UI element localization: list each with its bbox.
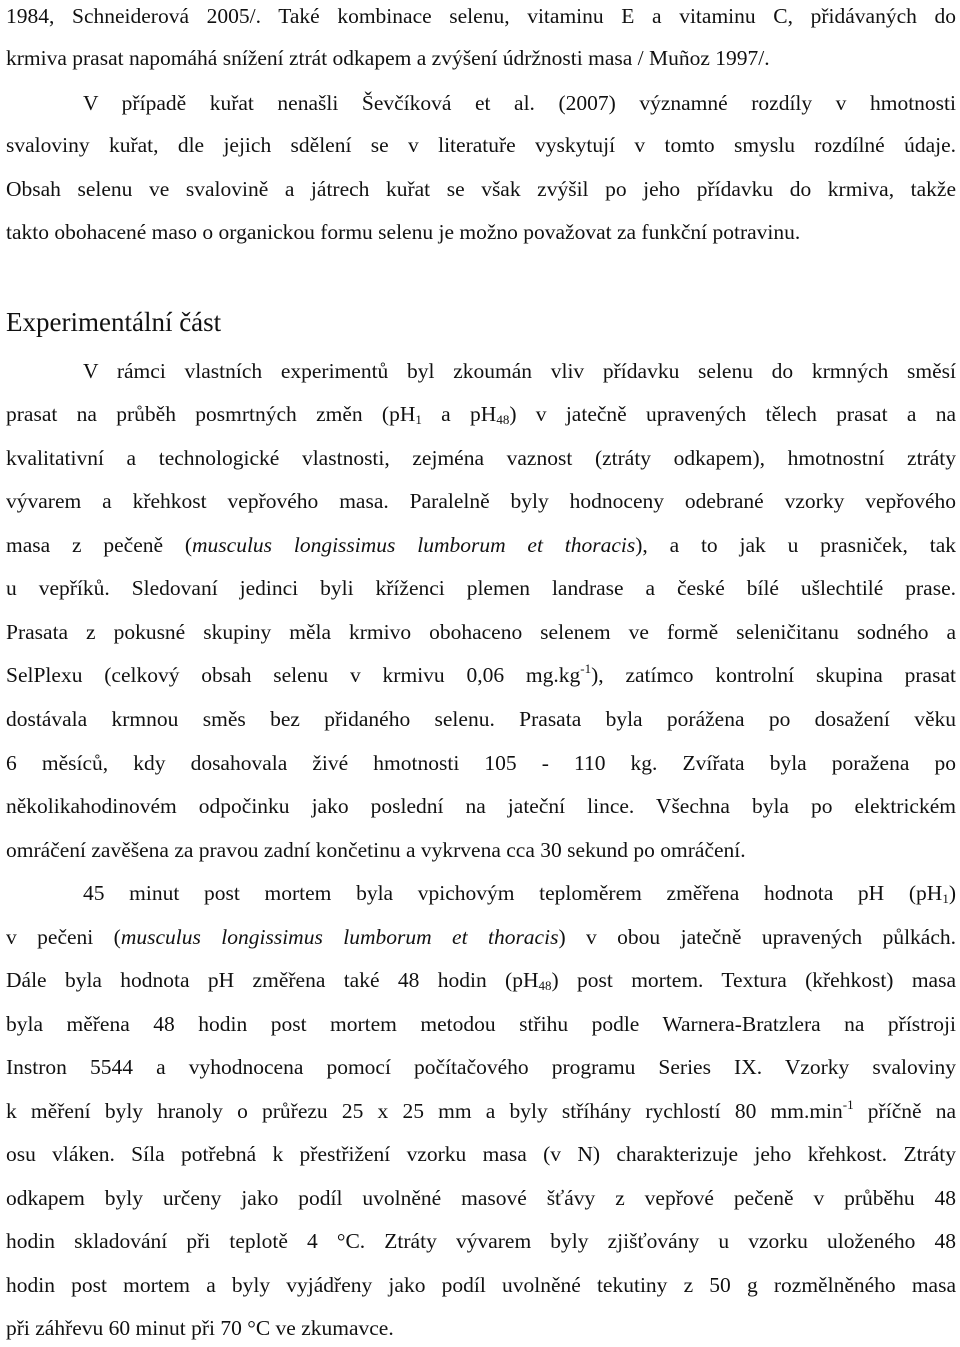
text-line: Instron 5544 a vyhodnocena pomocí počítačového programu Series IX. Vzorky svaloviny xyxy=(6,1055,956,1079)
section-heading: Experimentální část xyxy=(6,307,222,337)
text-line: k měření byly hranoly o průřezu 25 x 25 mm a byly stříhány rychlostí 80 $mm.\min^{-1}$ příčně na xyxy=(6,1097,957,1123)
text-line: masa z pečeně (musculus longissimus lumborum et thoracis), a to jak u prasniček, tak xyxy=(6,533,956,557)
text-line: omráčení zavěšena za pravou zadní končetinu a vykrvena cca 30 sekund po omráčení. xyxy=(6,838,746,862)
text-line: odkapem byly určeny jako podíl uvolněné masové šťávy z vepřové pečeně v průběhu 48 xyxy=(6,1186,956,1210)
text-line: Obsah selenu ve svalovině a játrech kuřat se však zvýšil po jeho přídavku do krmiva, takže xyxy=(6,177,956,201)
text-line: osu vláken. Síla potřebná k přestřižení vzorku masa (v N) charakterizuje jeho křehkost. Ztráty xyxy=(6,1142,956,1166)
text-line: 45 minut post mortem byla vpichovým teploměrem změřena hodnota pH $(pH_1)$ xyxy=(83,881,956,906)
text-line: svaloviny kuřat, dle jejich sdělení se v literatuře vyskytují v tomto smyslu rozdílné údaje. xyxy=(6,133,956,157)
text-line: 6 měsíců, kdy dosahovala živé hmotnosti 105 - 110 kg. Zvířata byla poražena po xyxy=(6,751,956,775)
text-line: hodin post mortem a byly vyjádřeny jako podíl uvolněné tekutiny z 50 g rozmělněného masa xyxy=(6,1273,956,1297)
text-line: v pečeni (musculus longissimus lumborum et thoracis) v obou jatečně upravených půlkách. xyxy=(6,925,957,949)
text-line: dostávala krmnou směs bez přidaného selenu. Prasata byla porážena po dosažení věku xyxy=(6,707,956,731)
text-line: kvalitativní a technologické vlastnosti, zejména vaznost (ztráty odkapem), hmotnostní ztráty xyxy=(6,446,956,470)
text-line: několikahodinovém odpočinku jako poslední na jateční lince. Všechna byla po elektrickém xyxy=(6,794,956,818)
text-line: V rámci vlastních experimentů byl zkoumán vliv přídavku selenu do krmných směsí xyxy=(83,359,956,383)
text-line: u vepříků. Sledovaní jedinci byli kříženci plemen landrase a české bílé ušlechtilé prase. xyxy=(6,576,956,600)
latin-term: musculus longissimus lumborum et thoracis xyxy=(192,533,636,557)
text-line: Prasata z pokusné skupiny měla krmivo obohaceno selenem ve formě seleničitanu sodného a xyxy=(6,620,956,644)
latin-term: musculus longissimus lumborum et thoracis xyxy=(120,925,559,949)
text-line: V případě kuřat nenašli Ševčíková et al. (2007) významné rozdíly v hmotnosti xyxy=(83,91,956,115)
text-line: vývarem a křehkost vepřového masa. Paralelně byly hodnoceny odebrané vzorky vepřového xyxy=(6,489,956,513)
text-line: Dále byla hodnota pH změřena také 48 hodin $(pH_{48})$ post mortem. Textura (křehkost) masa xyxy=(6,968,956,993)
text-line: SelPlexu (celkový obsah selenu v krmivu 0,06 $mg.kg^{-1}$), zatímco kontrolní skupina prasat xyxy=(6,661,956,687)
text-line: byla měřena 48 hodin post mortem metodou střihu podle Warnera-Bratzlera na přístroji xyxy=(6,1012,956,1036)
text-line: prasat na průběh posmrtných změn ($pH_1$ a $pH_{48}$) v jatečně upravených tělech prasat a na xyxy=(6,402,957,427)
text-line: takto obohacené maso o organickou formu selenu je možno považovat za funkční potravinu. xyxy=(6,220,801,244)
text-line: při záhřevu 60 minut při 70 °C ve zkumavce. xyxy=(6,1316,394,1340)
text-line: krmiva prasat napomáhá snížení ztrát odkapem a zvýšení údržnosti masa / Muñoz 1997/. xyxy=(6,46,770,70)
text-line: 1984, Schneiderová 2005/. Také kombinace selenu, vitaminu E a vitaminu C, přidávaných do xyxy=(6,4,956,28)
text-line: hodin skladování při teplotě 4 °C. Ztráty vývarem byly zjišťovány u vzorku uloženého 48 xyxy=(6,1229,956,1253)
